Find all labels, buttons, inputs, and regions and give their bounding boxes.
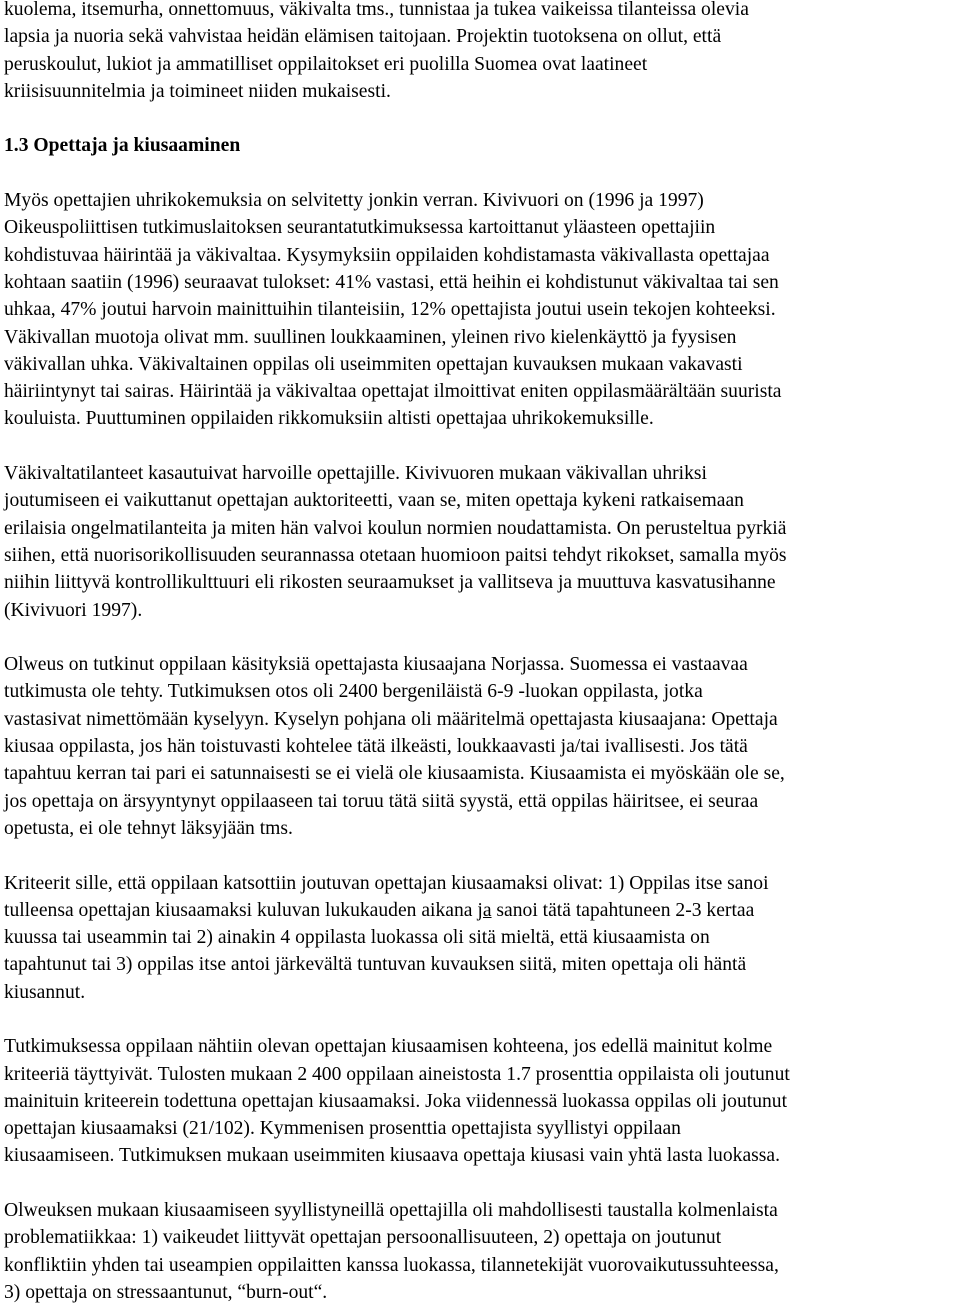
section-heading: 1.3 Opettaja ja kiusaaminen	[4, 135, 241, 157]
text-line: kohtaan saatiin (1996) seuraavat tulokset: 41% vastasi, että heihin ei kohdistunut väkivaltaa tai sen	[4, 271, 779, 293]
text-line: problematiikkaa: 1) vaikeudet liittyvät opettajan persoonallisuuteen, 2) opettaja on joutunut	[4, 1227, 722, 1249]
text-line: kouluista. Puuttuminen oppilaiden rikkomuksiin altisti opettajaa uhrikokemuksille.	[4, 408, 654, 430]
text-line: häiriintynyt tai sairas. Häirintää ja väkivaltaa opettajat ilmoittivat eniten oppilasmäärältään suurista	[4, 381, 782, 403]
text-line: 3) opettaja on stressaantunut, “burn-out“.	[4, 1281, 328, 1303]
text-line: erilaisia ongelmatilanteita ja miten hän valvoi koulun normien noudattamista. On perusteltua pyrkiä	[4, 517, 787, 539]
text-line	[4, 897, 956, 924]
paragraph-criteria	[4, 870, 956, 1006]
text-line: tapahtunut tai 3) oppilas itse antoi järkevältä tuntuvan kuvauksen siitä, miten opettaja oli häntä	[4, 954, 747, 976]
text-line: kriteeriä täyttyivät. Tulosten mukaan 2 400 oppilaan aineistosta 1.7 prosenttia oppilaista oli joutunut	[4, 1063, 790, 1085]
text-line: siihen, että nuorisorikollisuuden seurannassa otetaan huomioon paitsi tehdyt rikokset, samalla myös	[4, 544, 787, 566]
text-line: kiusaamiseen. Tutkimuksen mukaan useimmiten kiusaava opettaja kiusasi vain yhtä lasta luokassa.	[4, 1145, 780, 1167]
text-line: väkivallan uhka. Väkivaltainen oppilas oli useimmiten opettajan kuvauksen mukaan vakavasti	[4, 353, 743, 375]
text-segment: sanoi tätä tapahtuneen 2-3 kertaa	[491, 899, 755, 921]
text-line: niihin liittyvä kontrollikulttuuri eli rikosten seuraamukset ja vallitseva ja muuttuva kasvatusihanne	[4, 572, 776, 594]
text-line: Myös opettajien uhrikokemuksia on selvitetty jonkin verran. Kivivuori on (1996 ja 1997)	[4, 190, 704, 212]
text-line: jos opettaja on ärsyyntynyt oppilaaseen tai toruu tätä siitä syystä, että oppilas häiritsee, ei seuraa	[4, 790, 759, 812]
text-line: Kriteerit sille, että oppilaan katsottiin joutuvan opettajan kiusaamaksi olivat: 1) Oppilas itse sanoi	[4, 872, 769, 894]
text-line: Olweuksen mukaan kiusaamiseen syyllistyneillä opettajilla oli mahdollisesti taustalla kolmenlaista	[4, 1200, 778, 1222]
text-line: kiusannut.	[4, 981, 86, 1003]
text-line: Väkivallan muotoja olivat mm. suullinen loukkaaminen, yleinen rivo kielenkäyttö ja fyysisen	[4, 326, 737, 348]
text-line: tutkimusta ole tehty. Tutkimuksen otos oli 2400 bergeniläistä 6-9 -luokan oppilasta, jotka	[4, 681, 703, 703]
text-line: kriisisuunnitelmia ja toimineet niiden mukaisesti.	[4, 80, 391, 102]
text-line: Olweus on tutkinut oppilaan käsityksiä opettajasta kiusaajana Norjassa. Suomessa ei vastaavaa	[4, 654, 748, 676]
paragraph-teacher-victimization	[4, 187, 956, 433]
text-line: lapsia ja nuoria sekä vahvistaa heidän elämisen taitojaan. Projektin tuotoksena on ollut, että	[4, 26, 722, 48]
text-line: tapahtuu kerran tai pari ei satunnaisesti se ei vielä ole kiusaamista. Kiusaamista ei myöskään ole se,	[4, 763, 785, 785]
paragraph-violence-accumulation	[4, 460, 956, 624]
text-line: kuussa tai useammin tai 2) ainakin 4 oppilasta luokassa oli sitä mieltä, että kiusaamista on	[4, 927, 710, 949]
text-line: mainituin kriteerein todettuna opettajan kiusaamaksi. Joka viidennessä luokassa oppilas oli joutunut	[4, 1090, 788, 1112]
text-segment: tulleensa opettajan kiusaamaksi kuluvan lukukauden aikana	[4, 899, 478, 921]
text-line: joutumiseen ei vaikuttanut opettajan auktoriteetti, vaan se, miten opettaja kykeni ratkaisemaan	[4, 490, 744, 512]
text-line: Väkivaltatilanteet kasautuivat harvoille opettajille. Kivivuoren mukaan väkivallan uhriksi	[4, 463, 707, 485]
text-line: Tutkimuksessa oppilaan nähtiin olevan opettajan kiusaamisen kohteena, jos edellä mainitut kolme	[4, 1036, 773, 1058]
intro-paragraph	[4, 0, 956, 105]
text-line: Oikeuspoliittisen tutkimuslaitoksen seurantatutkimuksessa kartoittanut yläasteen opettajiin	[4, 217, 716, 239]
underlined-word: ja	[477, 899, 492, 921]
text-line: konfliktiin yhden tai useampien oppilaitten kanssa luokassa, tilannetekijät vuorovaikutussuhteessa,	[4, 1254, 779, 1276]
text-line: peruskoulut, lukiot ja ammatilliset oppilaitokset eri puolilla Suomea ovat laatineet	[4, 53, 648, 75]
paragraph-results	[4, 1033, 956, 1169]
document-page	[4, 0, 956, 1306]
text-line: uhkaa, 47% joutui harvoin mainittuihin tilanteisiin, 12% opettajista joutui usein tekojen kohteeksi.	[4, 299, 776, 321]
paragraph-problematics	[4, 1197, 956, 1306]
text-line: kiusaa oppilasta, jos hän toistuvasti kohtelee tätä ilkeästi, loukkaavasti ja/tai ivallisesti. Jos tätä	[4, 736, 748, 758]
text-line: opettajan kiusaamaksi (21/102). Kymmenisen prosenttia opettajista syyllistyi oppilaan	[4, 1118, 681, 1140]
text-line: kuolema, itsemurha, onnettomuus, väkivalta tms., tunnistaa ja tukea vaikeissa tilanteissa olevia	[4, 0, 749, 20]
text-line: (Kivivuori 1997).	[4, 599, 143, 621]
text-line: kohdistuvaa häirintää ja väkivaltaa. Kysymyksiin oppilaiden kohdistamasta väkivallasta opettajaa	[4, 244, 770, 266]
text-line: vastasivat nimettömään kyselyyn. Kyselyn pohjana oli määritelmä opettajasta kiusaajana: Opettaja	[4, 708, 778, 730]
paragraph-olweus-study	[4, 651, 956, 842]
text-line: opetusta, ei ole tehnyt läksyjään tms.	[4, 817, 293, 839]
